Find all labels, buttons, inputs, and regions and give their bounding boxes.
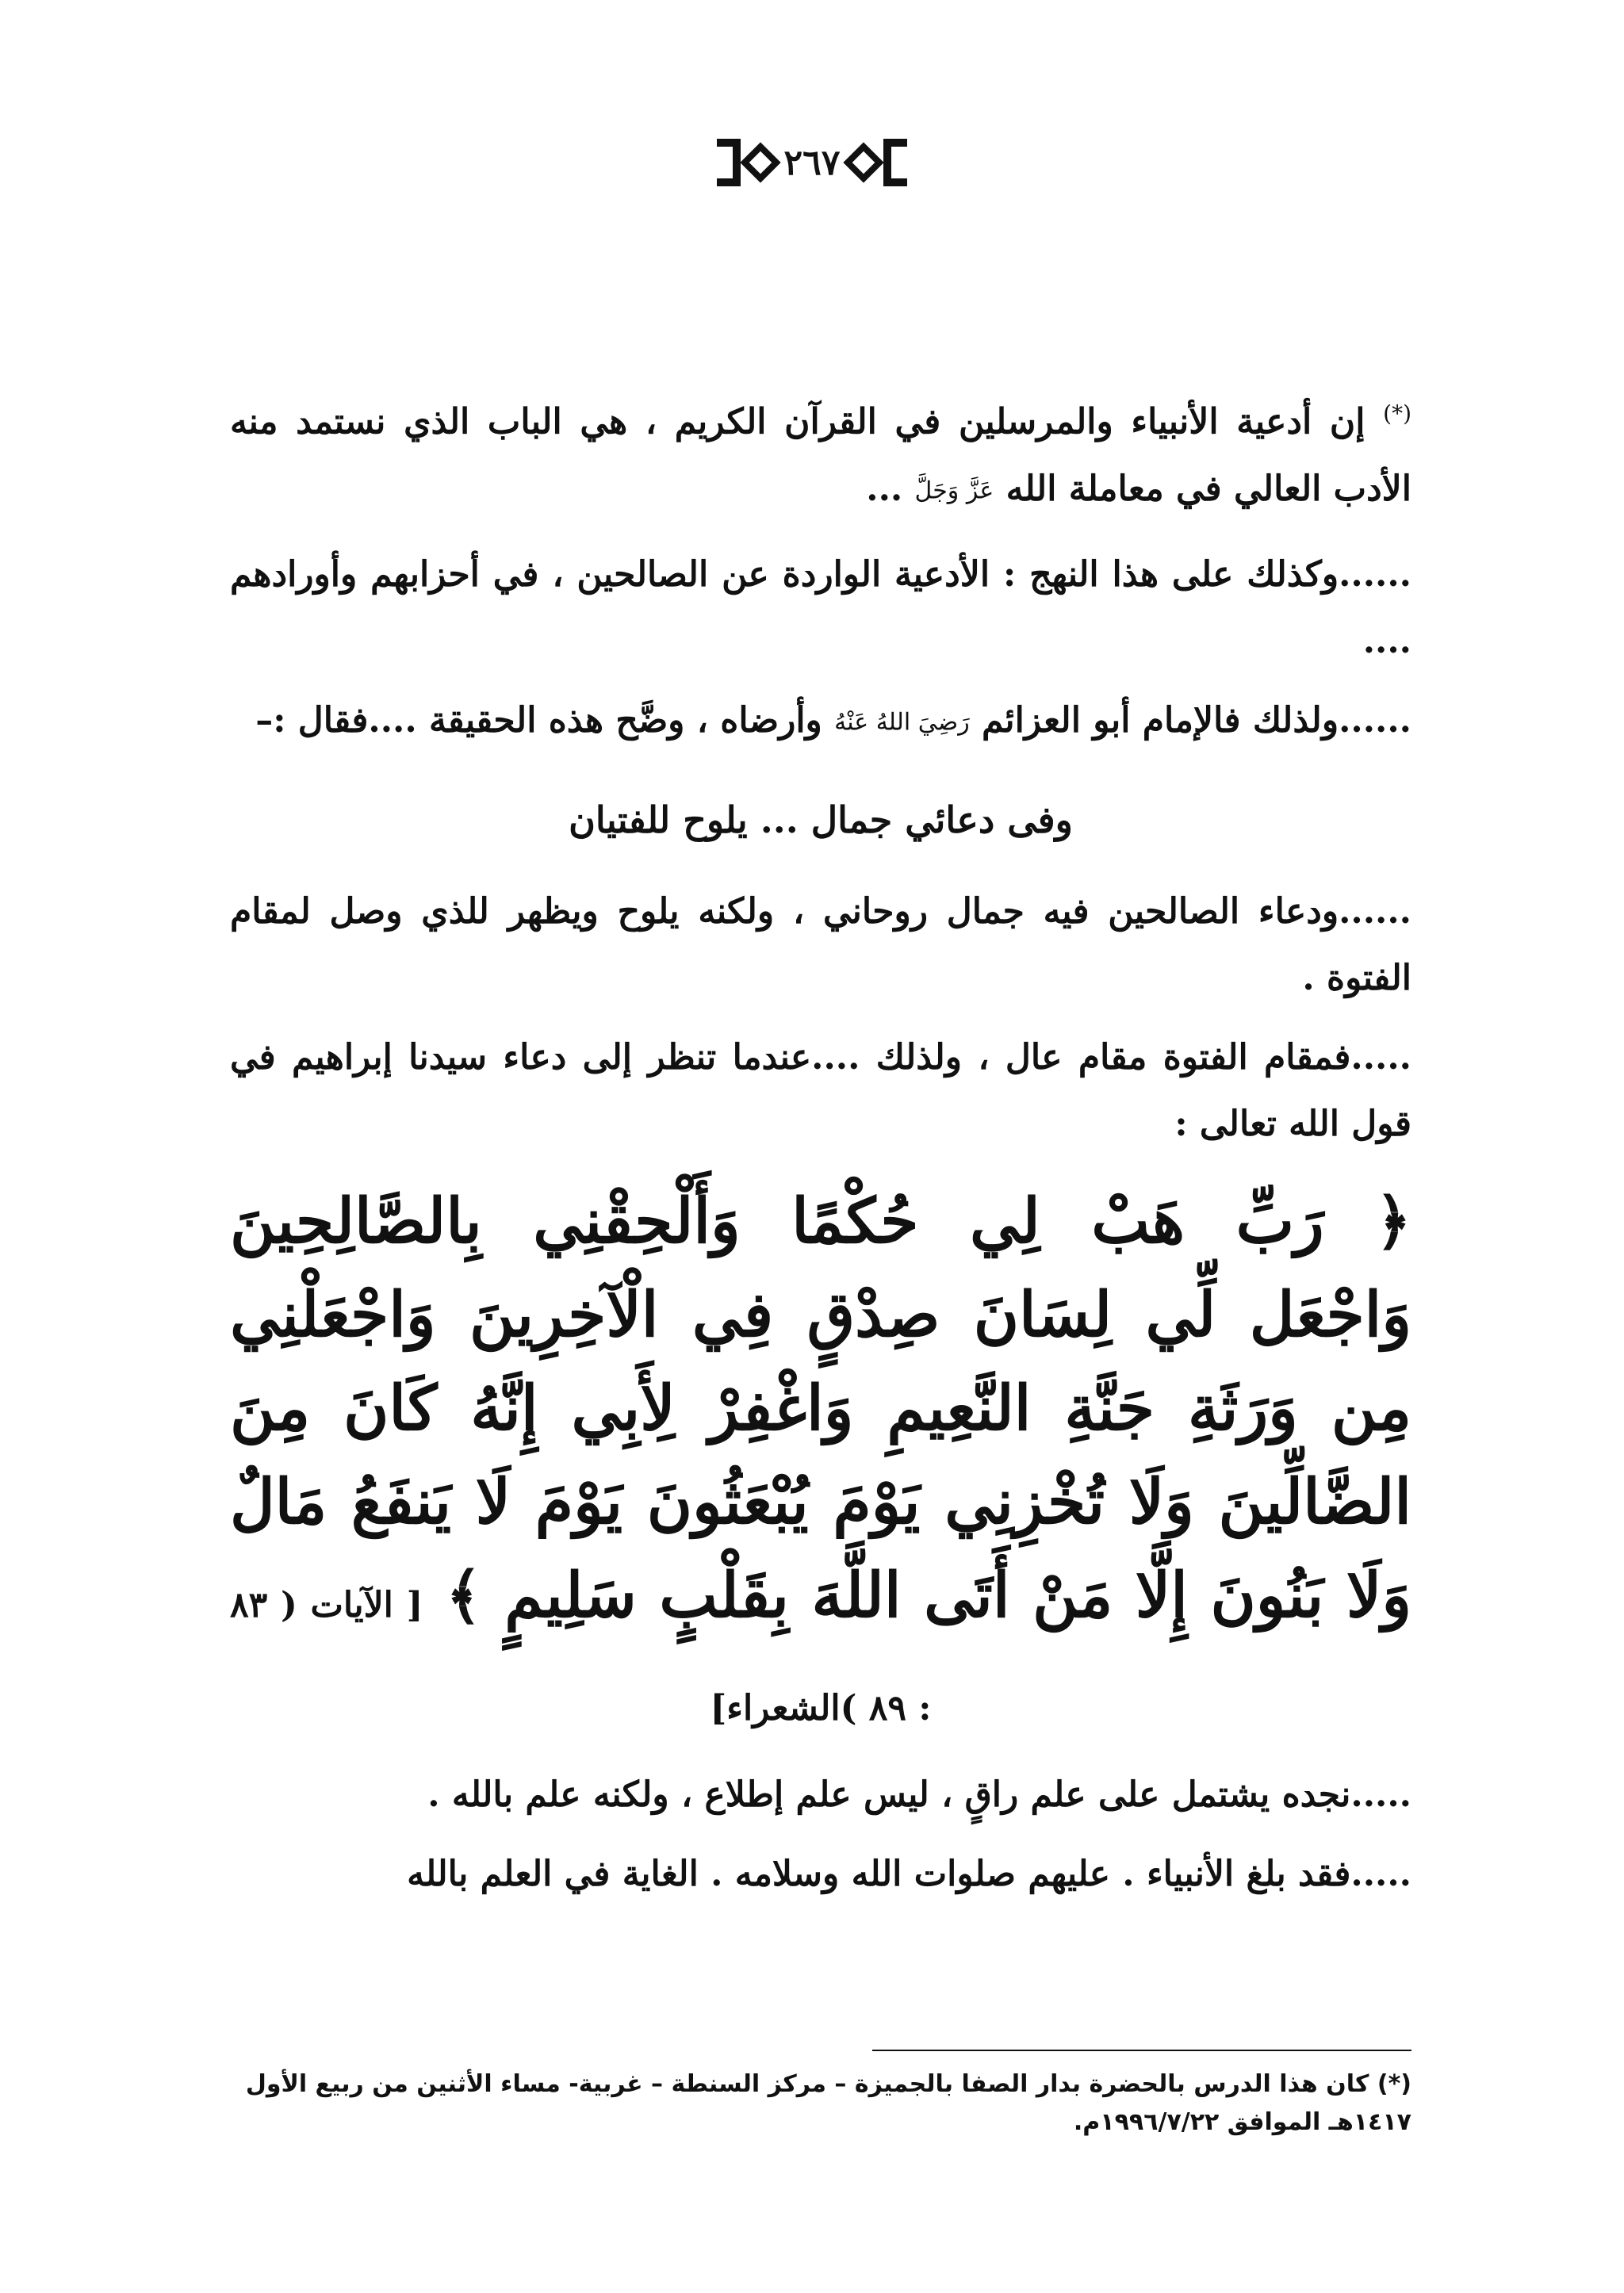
page-number: ٢٦٧ bbox=[783, 142, 841, 183]
footnote bbox=[230, 2065, 1411, 2142]
right-ornament-icon bbox=[840, 127, 911, 198]
poem-verse: وفى دعائي جمال ... يلوح للفتيان bbox=[569, 798, 1073, 841]
quran-verse-text: ﴿ رَبِّ هَبْ لِي حُكْمًا وَأَلْحِقْنِي بِالصَّالِحِينَ وَاجْعَل لِّي لِسَانَ صِدْقٍ فِي الْآخِرِينَ وَاجْعَلْنِي مِن وَرَثَةِ جَنَّةِ النَّعِيمِ وَاغْفِرْ لِأَبِي إِنَّهُ كَانَ مِنَ الضَّالِّينَ وَلَا تُخْزِنِي يَوْمَ يُبْعَثُونَ يَوْمَ لَا يَنفَعُ مَالٌ وَلَا بَنُونَ إِلَّا مَنْ أَتَى اللَّهَ بِقَلْبٍ سَلِيمٍ ﴾ bbox=[230, 1185, 1411, 1632]
paragraph-knowledge: .....نجده يشتمل على علم راقٍ ، ليس علم إطلاع ، ولكنه علم بالله . bbox=[427, 1774, 1411, 1815]
paragraph-intro bbox=[230, 381, 1411, 524]
paragraph-imam-start: ......ولذلك فالإمام أبو العزائم bbox=[982, 700, 1411, 741]
honorific-glyph: رَضِيَ اللهُ عَنْهُ bbox=[834, 708, 970, 737]
paragraph-prophets: .....فقد بلغ الأنبياء . عليهم صلوات الله وسلامه . الغاية في العلم بالله bbox=[407, 1853, 1411, 1894]
page-header bbox=[0, 119, 1624, 206]
footnote-divider bbox=[872, 2050, 1411, 2051]
paragraph-imam-end: وأرضاه ، وضَّح هذه الحقيقة ....فقال :– bbox=[255, 700, 822, 741]
paragraph-intro-text: إن أدعية الأنبياء والمرسلين في القرآن الكريم ، هي الباب الذي نستمد منه الأدب العالي في معاملة الله bbox=[230, 401, 1411, 509]
footnote-mark: (*) bbox=[1377, 2070, 1411, 2098]
footnote-text: كان هذا الدرس بالحضرة بدار الصفا بالجميزة – مركز السنطة – غربية- مساء الأثنين من ربيع الأول ١٤١٧هـ الموافق ١٩٩٦/٧/٢٢م. bbox=[245, 2070, 1411, 2136]
paragraph-futuwwa: .....فمقام الفتوة مقام عال ، ولذلك ....عندما تنظر إلى دعاء سيدنا إبراهيم في قول الله تعالى : bbox=[230, 1036, 1411, 1144]
footnote-reference: (*) bbox=[1383, 400, 1411, 427]
paragraph-imam bbox=[230, 687, 1411, 756]
page-body bbox=[230, 381, 1411, 1920]
paragraph-intro-ellipsis: ... bbox=[866, 468, 903, 509]
quran-reference: [ الآيات ( ٨٣ : ٨٩ )الشعراء] bbox=[230, 1584, 932, 1728]
paragraph-salihin: ......وكذلك على هذا النهج : الأدعية الواردة عن الصالحين ، في أحزابهم وأورادهم .... bbox=[230, 554, 1411, 662]
paragraph-dua: ......ودعاء الصالحين فيه جمال روحاني ، ولكنه يلوح ويظهر للذي وصل لمقام الفتوة . bbox=[230, 890, 1411, 998]
left-ornament-icon bbox=[713, 127, 784, 198]
honorific-glyph: عَزَّ وَجَلَّ bbox=[914, 477, 994, 505]
quran-verse bbox=[230, 1175, 1411, 1755]
